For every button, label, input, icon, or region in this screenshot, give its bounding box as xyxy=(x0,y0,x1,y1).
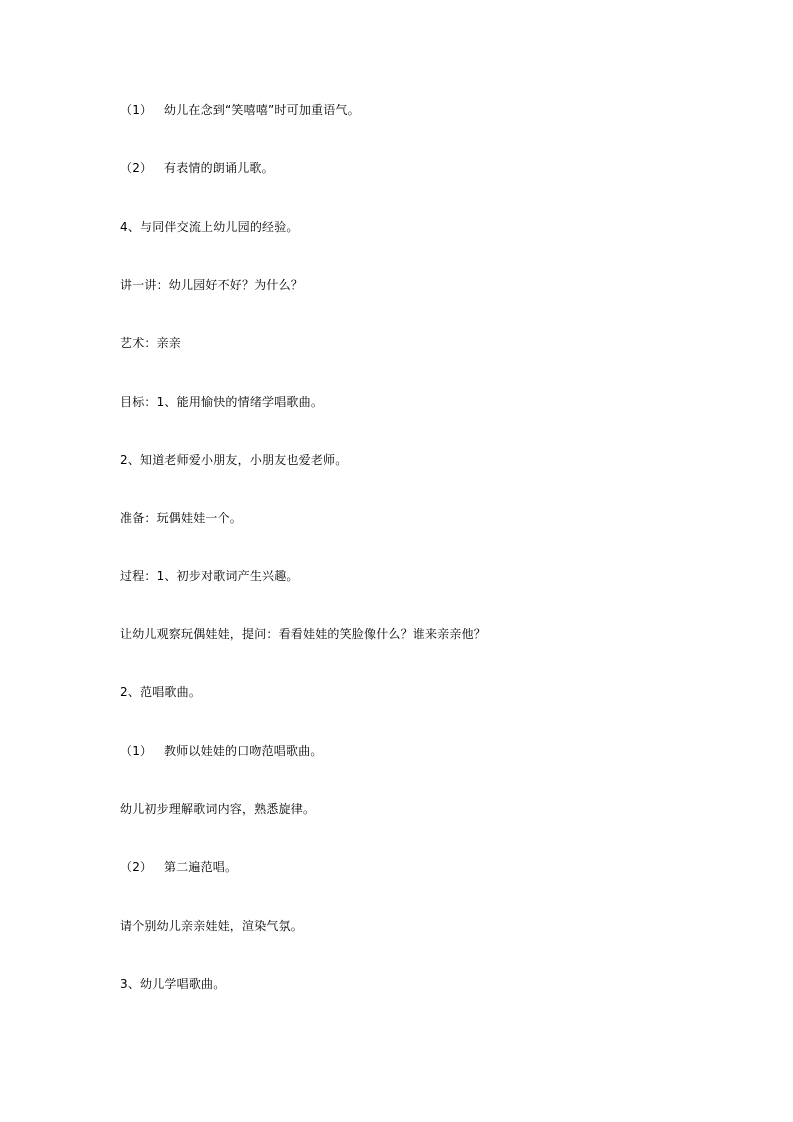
text-line xyxy=(120,976,225,992)
line-text: 幼儿初步理解歌词内容，熟悉旋律。 xyxy=(120,802,316,816)
text-line xyxy=(120,160,274,176)
text-line xyxy=(120,452,347,468)
text-line xyxy=(120,859,237,875)
line-text: 4、与同伴交流上幼儿园的经验。 xyxy=(120,220,299,234)
text-line xyxy=(120,568,299,584)
text-line xyxy=(120,801,315,817)
line-text: 3、幼儿学唱歌曲。 xyxy=(120,977,226,991)
line-text: 2、知道老师爱小朋友，小朋友也爱老师。 xyxy=(120,453,348,467)
text-line xyxy=(120,626,486,642)
text-line xyxy=(120,510,242,526)
line-text: 艺术：亲亲 xyxy=(120,336,182,350)
text-line xyxy=(120,335,181,351)
line-text: 准备：玩偶娃娃一个。 xyxy=(120,511,243,525)
line-text: 讲一讲：幼儿园好不好？为什么？ xyxy=(120,278,304,292)
line-text: 2、范唱歌曲。 xyxy=(120,685,202,699)
item-number: （1） xyxy=(120,744,153,758)
line-text: 过程：1、初步对歌词产生兴趣。 xyxy=(120,569,299,583)
line-text: 幼儿在念到“笑嘻嘻”时可加重语气。 xyxy=(164,103,360,117)
item-number: （2） xyxy=(120,161,153,175)
text-line xyxy=(120,102,360,118)
text-line xyxy=(120,277,303,293)
text-line xyxy=(120,219,299,235)
line-text: 请个别幼儿亲亲娃娃，渲染气氛。 xyxy=(120,919,304,933)
item-number: （2） xyxy=(120,860,153,874)
text-line xyxy=(120,394,323,410)
text-line xyxy=(120,743,323,759)
text-line xyxy=(120,918,303,934)
text-line xyxy=(120,684,201,700)
line-text: 目标：1、能用愉快的情绪学唱歌曲。 xyxy=(120,395,324,409)
line-text: 有表情的朗诵儿歌。 xyxy=(164,161,274,175)
item-number: （1） xyxy=(120,103,153,117)
line-text: 第二遍范唱。 xyxy=(164,860,238,874)
line-text: 教师以娃娃的口吻范唱歌曲。 xyxy=(164,744,323,758)
line-text: 让幼儿观察玩偶娃娃，提问：看看娃娃的笑脸像什么？谁来亲亲他？ xyxy=(120,627,487,641)
